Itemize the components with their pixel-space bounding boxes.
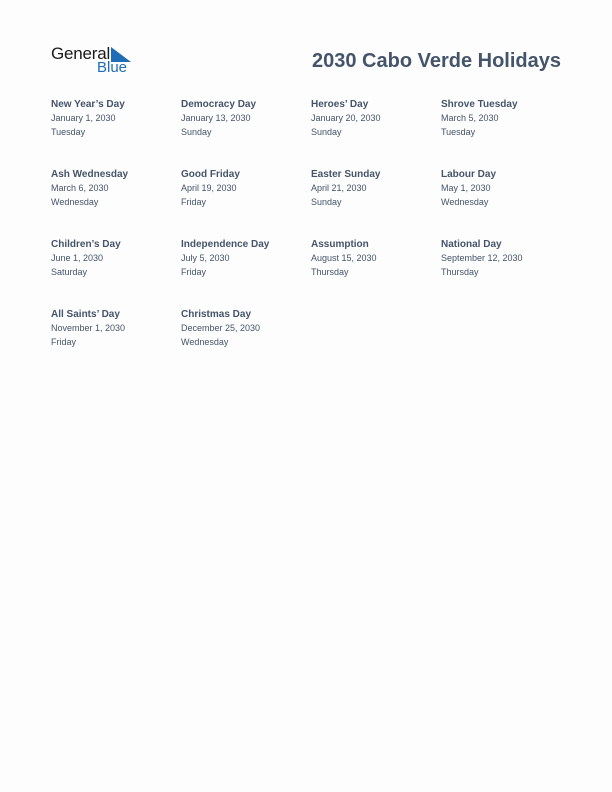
holiday-name: Shrove Tuesday <box>441 99 518 110</box>
holiday-date: December 25, 2030 <box>181 323 261 333</box>
holiday-name: Ash Wednesday <box>51 169 129 180</box>
holiday-weekday: Wednesday <box>181 336 229 347</box>
holiday-item <box>181 238 309 279</box>
holiday-name: National Day <box>441 239 502 250</box>
holiday-weekday: Tuesday <box>441 126 476 137</box>
holiday-date: March 6, 2030 <box>51 183 109 193</box>
holiday-weekday: Sunday <box>311 196 342 207</box>
holiday-date: July 5, 2030 <box>181 253 230 263</box>
holiday-date: August 15, 2030 <box>311 253 377 263</box>
holiday-name: Christmas Day <box>181 309 252 320</box>
holiday-name: Good Friday <box>181 169 240 180</box>
holiday-item <box>311 98 439 139</box>
holiday-item <box>441 238 569 279</box>
holiday-name: Children’s Day <box>51 239 121 250</box>
holiday-date: May 1, 2030 <box>441 183 491 193</box>
holiday-weekday: Friday <box>51 336 77 347</box>
holiday-name: Independence Day <box>181 239 270 250</box>
holiday-date: April 19, 2030 <box>181 183 237 193</box>
holiday-item <box>181 168 309 209</box>
logo-blue-text: Blue <box>97 59 128 76</box>
holiday-weekday: Wednesday <box>51 196 99 207</box>
holiday-weekday: Tuesday <box>51 126 86 137</box>
holiday-name: Assumption <box>311 239 369 250</box>
holiday-name: Easter Sunday <box>311 169 381 180</box>
generalblue-logo <box>51 44 135 78</box>
page-title: 2030 Cabo Verde Holidays <box>311 50 561 72</box>
holiday-date: June 1, 2030 <box>51 253 104 263</box>
holiday-weekday: Saturday <box>51 266 88 277</box>
holiday-weekday: Friday <box>181 196 207 207</box>
holiday-item <box>51 308 179 349</box>
holiday-date: March 5, 2030 <box>441 113 499 123</box>
holiday-name: Labour Day <box>441 169 497 180</box>
holiday-date: November 1, 2030 <box>51 323 126 333</box>
holiday-weekday: Friday <box>181 266 207 277</box>
holiday-item <box>311 238 439 279</box>
holiday-date: January 20, 2030 <box>311 113 381 123</box>
holiday-name: Heroes’ Day <box>311 99 369 110</box>
holiday-item <box>51 168 179 209</box>
holiday-weekday: Thursday <box>311 266 349 277</box>
holiday-item <box>311 168 439 209</box>
holiday-weekday: Sunday <box>181 126 212 137</box>
holiday-name: Democracy Day <box>181 99 257 110</box>
holiday-weekday: Thursday <box>441 266 479 277</box>
holiday-item <box>181 98 309 139</box>
holiday-date: April 21, 2030 <box>311 183 367 193</box>
holiday-date: January 1, 2030 <box>51 113 116 123</box>
holiday-item <box>181 308 309 349</box>
holiday-item <box>441 98 569 139</box>
logo-general-text: General <box>51 44 111 63</box>
holiday-date: September 12, 2030 <box>441 253 523 263</box>
holiday-name: All Saints’ Day <box>51 309 120 320</box>
holiday-name: New Year’s Day <box>51 99 125 110</box>
holiday-item <box>441 168 569 209</box>
holiday-weekday: Wednesday <box>441 196 489 207</box>
holiday-date: January 13, 2030 <box>181 113 251 123</box>
holiday-item <box>51 238 179 279</box>
holiday-item <box>51 98 179 139</box>
holiday-weekday: Sunday <box>311 126 342 137</box>
